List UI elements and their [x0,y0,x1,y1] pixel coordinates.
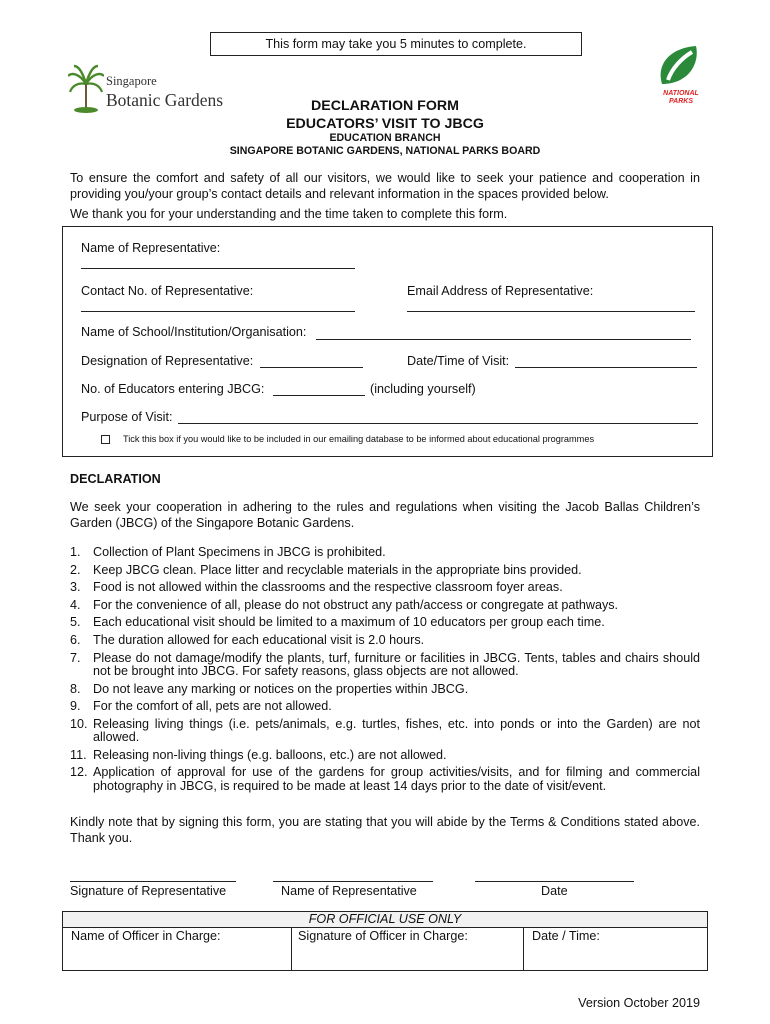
date-sign-label: Date [541,884,568,898]
organisation-name: SINGAPORE BOTANIC GARDENS, NATIONAL PARKS BOARD [229,145,541,157]
national-parks-logo [652,44,710,106]
school-field[interactable] [316,339,691,340]
rule-text: Releasing non-living things (e.g. balloons, etc.) are not allowed. [93,747,447,762]
rule-text: For the comfort of all, pets are not allowed. [93,699,332,714]
date-sign-field[interactable] [475,881,634,882]
details-form [62,226,713,457]
list-item [70,700,700,713]
mailing-list-label: Tick this box if you would like to be included in our emailing database to be informed about educational programmes [123,434,595,444]
official-datetime-label: Date / Time: [532,929,600,943]
rule-text: The duration allowed for each educational visit is 2.0 hours. [93,632,425,647]
np-logo-line2: PARKS [669,98,693,105]
rule-number: 12. [70,765,88,780]
rule-number: 8. [70,681,81,696]
rule-number: 4. [70,597,81,612]
list-item [70,599,700,612]
rule-text: Please do not damage/modify the plants, turf, furniture or facilities in JBCG. Tents, tables and chairs should not be brought into JBCG. For safety reasons, glass objects are not allowed. [93,650,700,678]
list-item [70,581,700,594]
version-label: Version October 2019 [578,996,700,1010]
rule-number: 5. [70,615,81,630]
np-logo-line1: NATIONAL [663,90,699,97]
visit-datetime-label: Date/Time of Visit: [407,354,510,368]
list-item [70,749,700,762]
column-divider [523,927,524,971]
designation-label: Designation of Representative: [81,354,254,368]
purpose-label: Purpose of Visit: [81,410,173,424]
contact-label: Contact No. of Representative: [81,284,254,298]
rule-number: 1. [70,545,81,559]
rule-text: Food is not allowed within the classrooms and the respective classroom foyer areas. [93,580,563,595]
intro-paragraph: To ensure the comfort and safety of all our visitors, we would like to seek your patience and cooperation in providing you/your group’s contact details and relevant information in the spaces provided below. [70,171,700,201]
sbg-logo-line1: Singapore [106,74,157,88]
educators-suffix: (including yourself) [370,382,476,396]
officer-name-label: Name of Officer in Charge: [71,929,221,943]
official-use-table [62,911,708,971]
rule-text: For the convenience of all, please do not obstruct any path/access or congregate at pathways. [93,597,619,612]
list-item [70,634,700,647]
list-item [70,766,700,793]
declaration-heading: DECLARATION [70,472,161,486]
educators-label: No. of Educators entering JBCG: [81,382,265,396]
sbg-logo-line2: Botanic Gardens [106,90,224,110]
visit-datetime-field[interactable] [515,367,697,368]
educators-field[interactable] [273,395,365,396]
list-item [70,718,700,745]
rep-name-sign-label: Name of Representative [281,884,417,898]
purpose-field[interactable] [178,423,698,424]
branch-name: EDUCATION BRANCH [329,132,441,144]
rule-number: 11. [70,747,87,762]
time-notice: This form may take you 5 minutes to complete. [210,32,582,56]
rules-list [70,546,700,797]
list-item [70,683,700,696]
signature-field[interactable] [70,881,236,882]
rule-text: Each educational visit should be limited to a maximum of 10 educators per group each time. [93,615,605,630]
declaration-intro: We seek your cooperation in adhering to the rules and regulations when visiting the Jacob Ballas Children’s Garden (JBCG) of the Singapore Botanic Gardens. [70,500,700,530]
column-divider [291,927,292,971]
signature-label: Signature of Representative [70,884,227,898]
rule-number: 3. [70,580,81,595]
rep-name-label: Name of Representative: [81,241,221,255]
rep-name-sign-field[interactable] [273,881,433,882]
official-use-header: FOR OFFICIAL USE ONLY [63,912,707,928]
email-label: Email Address of Representative: [407,284,594,298]
list-item [70,564,700,577]
rule-text: Do not leave any marking or notices on the properties within JBCG. [93,681,469,696]
form-subtitle: EDUCATORS’ VISIT TO JBCG [286,116,484,132]
rule-number: 9. [70,699,81,714]
form-title: DECLARATION FORM [311,98,459,114]
rule-number: 10. [70,716,88,731]
closing-paragraph: Kindly note that by signing this form, you are stating that you will abide by the Terms & Conditions stated above. Thank you. [70,815,700,845]
list-item [70,546,700,559]
school-label: Name of School/Institution/Organisation: [81,325,307,339]
email-field[interactable] [407,311,695,312]
rule-text: Collection of Plant Specimens in JBCG is prohibited. [93,545,386,559]
mailing-list-checkbox[interactable] [101,435,110,444]
rep-name-field[interactable] [81,268,355,269]
rule-text: Releasing living things (i.e. pets/animals, e.g. turtles, fishes, etc. into ponds or into the Garden) are not allowed. [93,716,700,745]
rule-text: Application of approval for use of the gardens for group activities/visits, and for filming and commercial photography in JBCG, is required to be made at least 14 days prior to the date of visit/event. [93,765,700,793]
contact-field[interactable] [81,311,355,312]
rule-number: 6. [70,632,81,647]
thanks-paragraph: We thank you for your understanding and the time taken to complete this form. [70,207,508,221]
leaf-icon [652,44,710,90]
list-item [70,652,700,679]
list-item [70,616,700,629]
rule-number: 7. [70,650,81,665]
rule-text: Keep JBCG clean. Place litter and recyclable materials in the appropriate bins provided. [93,562,582,577]
officer-signature-label: Signature of Officer in Charge: [298,929,468,943]
designation-field[interactable] [260,367,363,368]
rule-number: 2. [70,562,81,577]
